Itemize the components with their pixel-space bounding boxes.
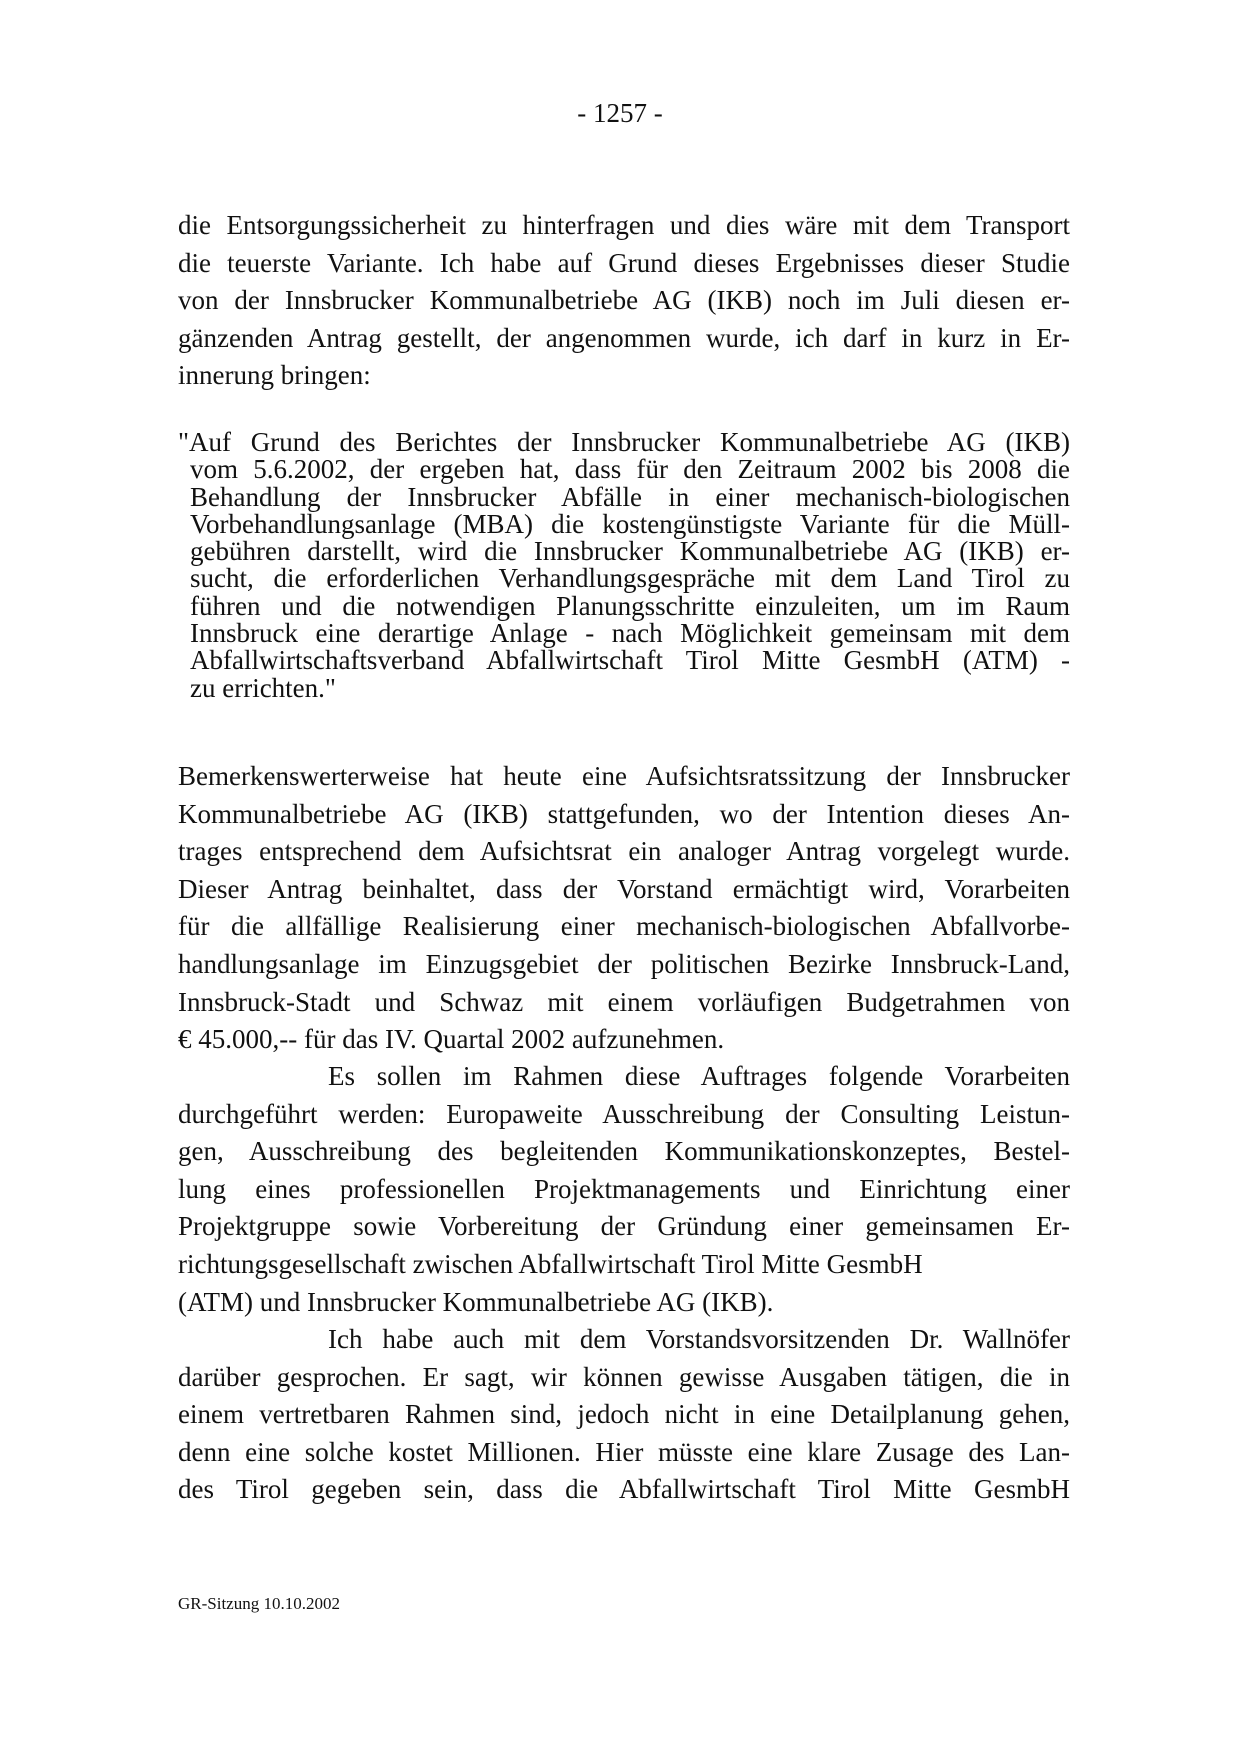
text-line: gen, Ausschreibung des begleitenden Kommunikationskonzeptes, Bestel- bbox=[178, 1136, 1070, 1167]
text-line: Ich habe auch mit dem Vorstandsvorsitzenden Dr. Wallnöfer bbox=[328, 1324, 1070, 1354]
text-line: innerung bringen: bbox=[178, 360, 371, 391]
quote-line: vom 5.6.2002, der ergeben hat, dass für den Zeitraum 2002 bis 2008 die bbox=[190, 454, 1070, 485]
quote-body bbox=[178, 456, 1070, 702]
text-line: richtungsgesellschaft zwischen Abfallwirtschaft Tirol Mitte GesmbH bbox=[178, 1248, 923, 1279]
quote-line: Abfallwirtschaftsverband Abfallwirtschaft Tirol Mitte GesmbH (ATM) - bbox=[190, 645, 1070, 676]
text-line: einem vertretbaren Rahmen sind, jedoch nicht in eine Detailplanung gehen, bbox=[178, 1399, 1070, 1430]
paragraph-chairman bbox=[178, 1321, 1070, 1509]
text-line: denn eine solche kostet Millionen. Hier müsste eine klare Zusage des Lan- bbox=[178, 1436, 1070, 1467]
text-line: darüber gesprochen. Er sagt, wir können gewisse Ausgaben tätigen, die in bbox=[178, 1361, 1070, 1392]
text-line: trages entsprechend dem Aufsichtsrat ein analoger Antrag vorgelegt wurde. bbox=[178, 836, 1070, 867]
quote-line: Behandlung der Innsbrucker Abfälle in einer mechanisch-biologischen bbox=[190, 481, 1070, 512]
text-line: handlungsanlage im Einzugsgebiet der politischen Bezirke Innsbruck-Land, bbox=[178, 948, 1070, 979]
quote-line: zu errichten." bbox=[190, 672, 336, 703]
page-number: - 1257 - bbox=[577, 98, 663, 128]
text-line: € 45.000,-- für das IV. Quartal 2002 aufzunehmen. bbox=[178, 1024, 725, 1055]
text-line: gänzenden Antrag gestellt, der angenommen wurde, ich darf in kurz in Er- bbox=[178, 322, 1070, 353]
text-line: durchgeführt werden: Europaweite Ausschreibung der Consulting Leistun- bbox=[178, 1098, 1070, 1129]
quote-line: "Auf Grund des Berichtes der Innsbrucker Kommunalbetriebe AG (IKB) bbox=[178, 427, 1070, 457]
quote-line: Vorbehandlungsanlage (MBA) die kostengünstigste Variante für die Müll- bbox=[190, 508, 1070, 539]
quote-line: sucht, die erforderlichen Verhandlungsgespräche mit dem Land Tirol zu bbox=[190, 563, 1070, 594]
quoted-resolution bbox=[178, 429, 1070, 702]
text-line: Kommunalbetriebe AG (IKB) stattgefunden, wo der Intention dieses An- bbox=[178, 798, 1070, 829]
text-line: Dieser Antrag beinhaltet, dass der Vorstand ermächtigt wird, Vorarbeiten bbox=[178, 873, 1070, 904]
text-line: von der Innsbrucker Kommunalbetriebe AG (IKB) noch im Juli diesen er- bbox=[178, 285, 1070, 316]
text-line: Projektgruppe sowie Vorbereitung der Gründung einer gemeinsamen Er- bbox=[178, 1211, 1070, 1242]
quote-line: Innsbruck eine derartige Anlage - nach Möglichkeit gemeinsam mit dem bbox=[190, 618, 1070, 649]
text-line: Innsbruck-Stadt und Schwaz mit einem vorläufigen Budgetrahmen von bbox=[178, 986, 1070, 1017]
quote-line: führen und die notwendigen Planungsschritte einzuleiten, um im Raum bbox=[190, 590, 1070, 621]
paragraph-preparatory-work bbox=[178, 1058, 1070, 1321]
text-line: Es sollen im Rahmen diese Auftrages folgende Vorarbeiten bbox=[328, 1061, 1070, 1091]
text-line: Bemerkenswerterweise hat heute eine Aufsichtsratssitzung der Innsbrucker bbox=[178, 761, 1070, 791]
footer-meeting-date: GR-Sitzung 10.10.2002 bbox=[178, 1594, 340, 1613]
text-line: die Entsorgungssicherheit zu hinterfragen und dies wäre mit dem Transport bbox=[178, 210, 1070, 240]
text-line: (ATM) und Innsbrucker Kommunalbetriebe AG (IKB). bbox=[178, 1286, 774, 1317]
paragraph-intro bbox=[178, 207, 1070, 395]
quote-line: gebühren darstellt, wird die Innsbrucker Kommunalbetriebe AG (IKB) er- bbox=[190, 536, 1070, 567]
paragraph-supervisory-board bbox=[178, 758, 1070, 1059]
text-line: für die allfällige Realisierung einer mechanisch-biologischen Abfallvorbe- bbox=[178, 911, 1070, 942]
text-line: des Tirol gegeben sein, dass die Abfallwirtschaft Tirol Mitte GesmbH bbox=[178, 1474, 1070, 1505]
text-line: lung eines professionellen Projektmanagements und Einrichtung einer bbox=[178, 1173, 1070, 1204]
text-line: die teuerste Variante. Ich habe auf Grund dieses Ergebnisses dieser Studie bbox=[178, 247, 1070, 278]
